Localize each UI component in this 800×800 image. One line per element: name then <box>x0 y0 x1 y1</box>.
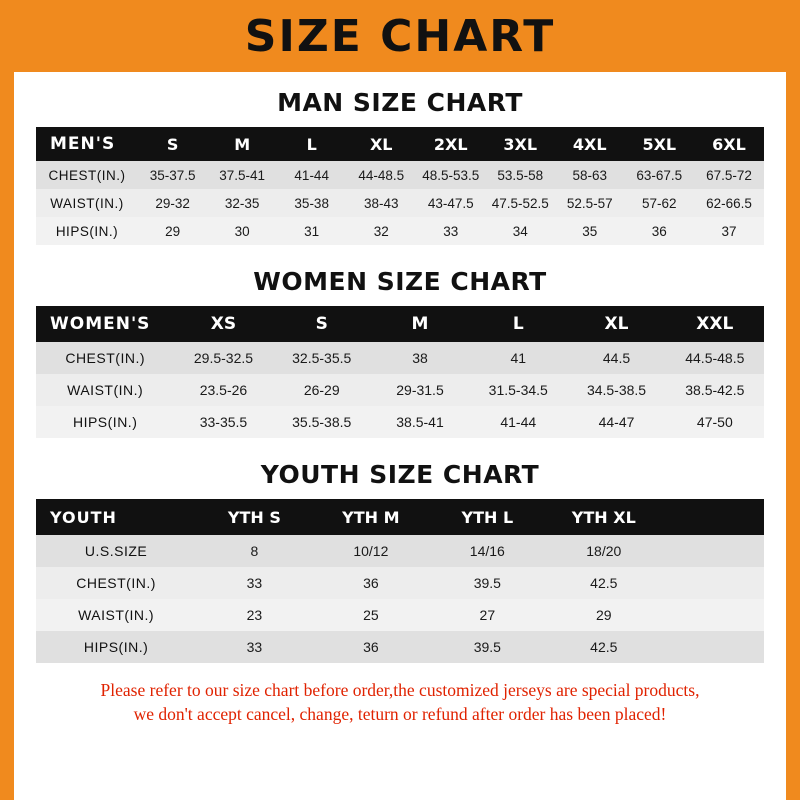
women-size-table <box>36 306 764 438</box>
cell: 29-32 <box>155 195 190 211</box>
page-title: SIZE CHART <box>244 10 556 62</box>
cell: 38-43 <box>363 195 399 211</box>
cell: 41 <box>510 350 527 366</box>
cell: 33 <box>246 575 263 591</box>
table-row <box>36 567 764 599</box>
cell: 30 <box>234 223 250 239</box>
row-label: WAIST(IN.) <box>50 195 124 211</box>
table-row <box>36 631 764 663</box>
table-row <box>36 599 764 631</box>
cell: 36 <box>363 639 379 655</box>
women-header-cell: XXL <box>696 314 734 334</box>
cell: 27 <box>479 607 496 623</box>
cell: 37 <box>721 223 737 239</box>
youth-header-cell: YTH M <box>342 507 400 527</box>
cell: 52.5-57 <box>566 195 613 211</box>
women-table-header-row <box>36 306 764 342</box>
cell: 41-44 <box>294 167 329 183</box>
youth-header-cell: YTH S <box>227 507 281 527</box>
cell: 14/16 <box>469 543 505 559</box>
cell: 31.5-34.5 <box>488 382 548 398</box>
cell-spacer <box>662 599 764 631</box>
cell: 18/20 <box>586 543 622 559</box>
youth-header-cell: YTH XL <box>571 507 636 527</box>
man-table-header-row <box>36 127 764 161</box>
content-area <box>14 88 786 726</box>
cell: 48.5-53.5 <box>422 167 480 183</box>
cell: 33-35.5 <box>199 414 248 430</box>
cell: 29 <box>596 607 612 623</box>
man-header-cell: 5XL <box>642 134 677 154</box>
footer-note-line-1: Please refer to our size chart before order,the customized jerseys are special products, <box>100 680 700 700</box>
row-label: HIPS(IN.) <box>83 639 149 655</box>
cell: 10/12 <box>353 543 389 559</box>
cell: 32 <box>373 223 389 239</box>
cell: 38 <box>412 350 428 366</box>
cell: 36 <box>363 575 379 591</box>
row-label: HIPS(IN.) <box>55 223 119 239</box>
man-header-cell: XL <box>369 134 393 154</box>
table-row <box>36 342 764 374</box>
women-header-cell: L <box>512 314 524 334</box>
youth-table-header-row <box>36 499 764 535</box>
cell: 34 <box>512 223 528 239</box>
cell: 31 <box>304 223 320 239</box>
cell: 32.5-35.5 <box>292 350 352 366</box>
cell: 8 <box>250 543 259 559</box>
cell: 42.5 <box>590 575 618 591</box>
cell: 29.5-32.5 <box>193 350 254 366</box>
cell: 25 <box>363 607 379 623</box>
table-row <box>36 217 764 245</box>
women-header-cell: XL <box>604 314 629 334</box>
cell: 67.5-72 <box>706 167 752 183</box>
women-section-title: WOMEN SIZE CHART <box>253 267 547 296</box>
cell: 29 <box>165 223 181 239</box>
footer-note-line-2: we don't accept cancel, change, teturn or refund after order has been placed! <box>133 703 667 724</box>
man-header-cell: L <box>306 134 317 154</box>
youth-header-spacer <box>662 499 764 535</box>
cell: 33 <box>246 639 263 655</box>
cell: 47.5-52.5 <box>491 195 549 211</box>
table-row <box>36 406 764 438</box>
cell: 58-63 <box>572 167 608 183</box>
man-header-cell: 4XL <box>572 134 607 154</box>
cell: 33 <box>443 223 459 239</box>
man-header-cell: S <box>166 134 179 154</box>
row-label: CHEST(IN.) <box>76 575 156 591</box>
cell: 63-67.5 <box>636 167 683 183</box>
man-size-table <box>36 127 764 245</box>
cell: 44.5-48.5 <box>685 350 745 366</box>
man-section-title: MAN SIZE CHART <box>277 88 523 117</box>
cell: 44-47 <box>598 414 635 430</box>
cell: 53.5-58 <box>497 167 544 183</box>
youth-header-cell: YOUTH <box>50 507 117 527</box>
table-row <box>36 535 764 567</box>
cell: 36 <box>651 223 667 239</box>
row-label: CHEST(IN.) <box>65 350 145 366</box>
cell-spacer <box>662 535 764 567</box>
row-label: HIPS(IN.) <box>72 414 138 430</box>
women-header-cell: M <box>411 314 429 334</box>
cell: 35.5-38.5 <box>292 414 352 430</box>
cell: 44.5 <box>602 350 631 366</box>
row-label: WAIST(IN.) <box>67 382 144 398</box>
cell: 29-31.5 <box>396 382 444 398</box>
youth-header-cell: YTH L <box>461 507 514 527</box>
cell-spacer <box>662 631 764 663</box>
row-label: CHEST(IN.) <box>48 167 126 183</box>
cell: 34.5-38.5 <box>586 382 647 398</box>
cell: 38.5-41 <box>396 414 444 430</box>
cell: 57-62 <box>642 195 677 211</box>
cell: 35-37.5 <box>149 167 196 183</box>
cell: 47-50 <box>696 414 733 430</box>
table-row <box>36 189 764 217</box>
youth-section-title: YOUTH SIZE CHART <box>260 460 540 489</box>
man-header-cell: 3XL <box>503 134 538 154</box>
cell-spacer <box>662 567 764 599</box>
cell: 39.5 <box>473 639 501 655</box>
cell: 41-44 <box>500 414 537 430</box>
man-header-cell: M <box>234 134 251 154</box>
cell: 35-38 <box>294 195 329 211</box>
row-label: U.S.SIZE <box>84 543 148 559</box>
women-header-cell: XS <box>210 314 237 334</box>
man-header-cell: MEN'S <box>50 134 116 154</box>
cell: 62-66.5 <box>706 195 752 211</box>
cell: 42.5 <box>590 639 618 655</box>
cell: 26-29 <box>303 382 340 398</box>
cell: 43-47.5 <box>427 195 474 211</box>
cell: 23 <box>246 607 263 623</box>
page-header-band <box>0 0 800 72</box>
women-header-cell: WOMEN'S <box>50 314 151 334</box>
cell: 44-48.5 <box>358 167 405 183</box>
table-row <box>36 374 764 406</box>
women-header-cell: S <box>315 314 328 334</box>
cell: 38.5-42.5 <box>685 382 745 398</box>
table-row <box>36 161 764 189</box>
footer-note <box>36 679 764 726</box>
cell: 39.5 <box>473 575 501 591</box>
man-header-cell: 2XL <box>433 134 468 154</box>
cell: 37.5-41 <box>219 167 266 183</box>
cell: 32-35 <box>224 195 260 211</box>
row-label: WAIST(IN.) <box>78 607 155 623</box>
man-header-cell: 6XL <box>712 134 746 154</box>
cell: 23.5-26 <box>199 382 248 398</box>
youth-size-table <box>36 499 764 663</box>
cell: 35 <box>582 223 598 239</box>
